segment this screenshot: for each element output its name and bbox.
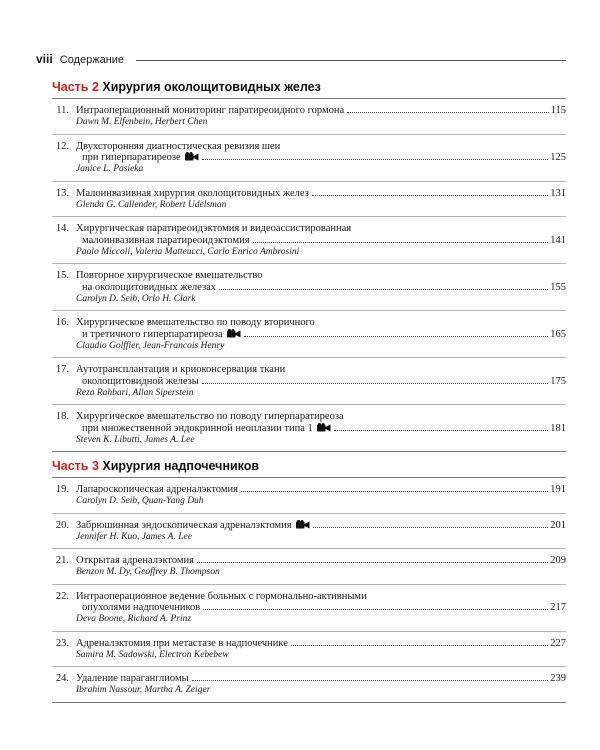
chapter-title-line: Хирургическая паратиреоидэктомия и видеоассистированная [76,223,352,234]
page-ref[interactable]: 175 [550,375,566,387]
page-ref[interactable]: 131 [550,187,566,199]
dot-leader [203,609,548,610]
chapter-number: 19. [55,484,69,495]
chapter-title-line: Открытая адреналэктомия [76,555,194,566]
chapter-number: 22. [55,590,69,602]
toc-entry[interactable] [52,310,566,357]
page-ref[interactable]: 141 [550,234,566,246]
chapter-title-line: Повторное хирургическое вмешательство [76,270,263,281]
running-head [36,52,566,68]
chapter-title-line: Адреналэктомия при метастазе в надпочечнике [76,637,288,649]
page-ref[interactable]: 125 [550,152,566,163]
chapter-authors: Janice L. Pasieka [76,164,144,174]
chapter-title-line: Интраоперационное ведение больных с гормонально-активными [76,590,367,602]
chapter-title-line: Аутотрансплантация и криоконсервация ткани [76,364,286,375]
chapter-authors: Glenda G. Callender, Robert Udelsman [76,199,227,210]
page-ref[interactable]: 165 [550,328,566,340]
part-heading [52,79,566,96]
chapter-title-line: на околощитовидных железах [82,281,217,293]
chapter-title-line: Хирургическое вмешательство по поводу вторичного [76,317,315,328]
dot-leader [334,430,548,431]
chapter-authors: Carolyn D. Seib, Orlo H. Clark [76,293,196,304]
chapter-title-line: Хирургическое вмешательство по поводу гиперпаратиреоза [76,411,344,422]
chapter-authors: Dawn M. Elfenbein, Herbert Chen [76,117,208,127]
chapter-number: 17. [55,364,69,375]
part-label: Часть 2 [52,80,99,94]
page-ref[interactable]: 227 [550,637,566,649]
page-number: viii [36,52,53,66]
chapter-number: 14. [55,223,69,234]
chapter-authors: Steven K. Libutti, James A. Lee [76,434,195,445]
dot-leader [313,527,549,528]
part-2-section [52,79,566,452]
page-ref[interactable]: 181 [550,422,566,434]
chapter-authors: Paolo Miccoli, Valeria Matteucci, Carlo Enrico Ambrosini [76,246,300,257]
chapter-number: 21. [55,555,69,566]
toc-entry[interactable] [52,584,566,631]
toc-entry[interactable] [52,404,566,451]
header-rule [136,60,566,61]
chapter-title-line: при гиперпаратиреозе [82,152,181,163]
section-name: Содержание [59,54,125,66]
dot-leader [202,159,549,160]
toc-entry[interactable] [52,357,566,404]
chapter-title-line: Удаление параганглиомы [76,673,189,684]
chapter-title-line: малоинвазивная паратиреоидэктомия [82,234,250,246]
chapter-number: 18. [55,411,69,422]
page-ref[interactable]: 217 [550,602,566,613]
chapter-title-line: Лапароскопическая адреналэктомия [76,484,238,495]
chapter-number: 16. [55,317,69,328]
toc-entry[interactable] [52,548,566,584]
part-title-text: Хирургия надпочечников [102,459,260,473]
chapter-title-line: и третичного гиперпаратиреоза [82,328,223,340]
toc-entry[interactable] [52,478,566,513]
dot-leader [347,112,548,113]
chapter-title-line: Интраоперационный мониторинг паратиреоидного гормона [76,105,345,116]
page-ref[interactable]: 201 [550,519,566,531]
part-title-text: Хирургия околощитовидных желез [102,80,321,94]
page-ref[interactable]: 191 [550,484,566,495]
chapter-number: 24. [55,673,69,684]
chapter-title-line: опухолями надпочечников [82,602,201,613]
dot-leader [244,336,549,337]
chapter-authors: Samira M. Sadowski, Electron Kebebew [76,649,229,660]
chapter-authors: Ibrahim Nassour, Martha A. Zeiger [76,685,211,695]
toc-entry[interactable] [52,666,566,702]
toc-entry[interactable] [52,216,566,263]
page-ref[interactable]: 115 [550,105,566,116]
toc-entry[interactable] [52,263,566,310]
page-ref[interactable]: 155 [550,281,566,293]
chapter-number: 15. [55,270,69,281]
dot-leader [197,562,548,563]
page-ref[interactable]: 209 [550,555,566,566]
chapter-authors: Claudio Golffier, Jean-Francois Henry [76,340,225,351]
dot-leader [291,645,548,646]
chapter-number: 13. [55,187,69,199]
dot-leader [192,680,549,681]
video-camera-icon [317,423,331,436]
dot-leader [202,383,548,384]
dot-leader [253,242,549,243]
chapter-authors: Deva Boone, Richard A. Prinz [76,614,192,624]
chapter-title-line: Забрюшинная эндоскопическая адреналэктомия [76,519,292,531]
chapter-number: 20. [55,519,69,531]
video-camera-icon [185,152,199,165]
page-ref[interactable]: 239 [550,673,566,684]
chapter-title-line: при множественной эндокринной неоплазии типа 1 [82,422,313,434]
chapter-number: 23. [55,637,69,649]
part-bottom-rule [52,451,566,452]
chapter-authors: Carolyn D. Seib, Quan-Yang Duh [76,496,204,506]
chapter-title-line: Двухсторонняя диагностическая ревизия шеи [76,140,281,152]
dot-leader [241,491,548,492]
part-label: Часть 3 [52,459,99,473]
toc-entry[interactable] [52,513,566,549]
video-camera-icon [296,520,310,533]
video-camera-icon [227,329,241,342]
chapter-number: 11. [56,105,69,116]
dot-leader [312,195,548,196]
toc-entry[interactable] [52,181,566,217]
part-heading [52,458,566,475]
chapter-authors: Reza Rahbari, Allan Siperstein [76,387,194,398]
toc-entry[interactable] [52,134,566,181]
toc-entry[interactable] [52,631,566,667]
chapter-title-line: околощитовидной железы [82,375,199,387]
toc-entry[interactable] [52,99,566,134]
chapter-authors: Benzon M. Dy, Geoffrey B. Thompson [76,567,220,577]
chapter-authors: Jennifer H. Kuo, James A. Lee [76,531,192,542]
dot-leader [219,289,548,290]
chapter-number: 12. [55,140,69,152]
chapter-title-line: Малоинвазивная хирургия околощитовидных желез [76,187,309,199]
part-3-section [52,458,566,703]
part-bottom-rule [52,702,566,703]
